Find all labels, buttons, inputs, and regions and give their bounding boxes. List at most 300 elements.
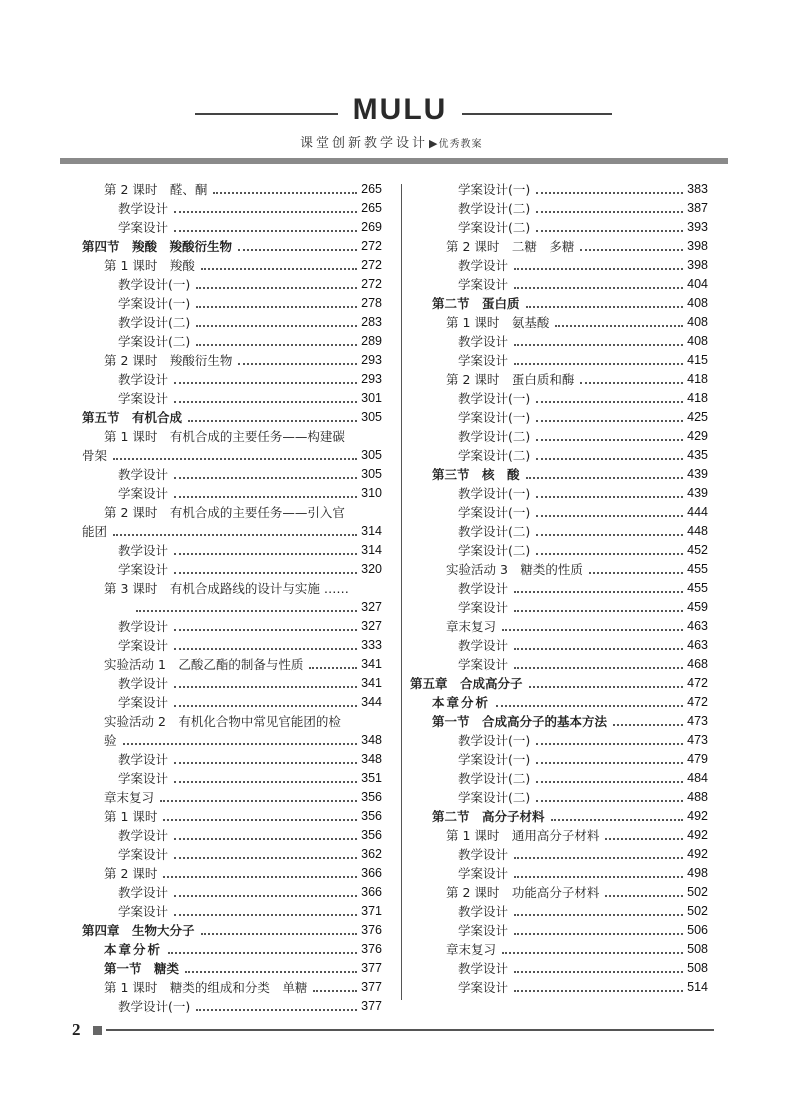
dot-leader (514, 610, 683, 612)
toc-entry-page: 452 (687, 543, 708, 557)
toc-entry-label: 实验活动 3 糖类的性质 (446, 562, 583, 577)
toc-entry[interactable] (410, 465, 708, 484)
dot-leader (174, 705, 357, 707)
toc-entry[interactable] (82, 256, 382, 275)
dot-leader (168, 952, 357, 954)
dot-leader (536, 192, 683, 194)
toc-entry-page: 310 (361, 486, 382, 500)
toc-entry[interactable] (410, 351, 708, 370)
toc-entry-label: 教学设计 (458, 961, 509, 976)
toc-entry-page: 492 (687, 809, 708, 823)
toc-entry-page: 269 (361, 220, 382, 234)
toc-entry-page: 348 (361, 733, 382, 747)
toc-entry[interactable] (410, 940, 708, 959)
toc-entry-page: 398 (687, 239, 708, 253)
toc-entry-label: 学案设计(一) (458, 410, 531, 425)
toc-entry-page: 377 (361, 980, 382, 994)
toc-entry[interactable] (82, 351, 382, 370)
toc-entry[interactable] (82, 332, 382, 351)
toc-entry-page: 341 (361, 657, 382, 671)
toc-entry[interactable] (82, 940, 382, 959)
toc-entry[interactable] (82, 959, 382, 978)
toc-entry-label: 第 2 课时 二糖 多糖 (446, 239, 575, 254)
dot-leader (174, 838, 357, 840)
toc-entry[interactable] (82, 693, 382, 712)
footer-page-number: 2 (72, 1020, 81, 1039)
dot-leader (113, 534, 357, 536)
toc-entry-page: 341 (361, 676, 382, 690)
toc-entry[interactable] (82, 294, 382, 313)
toc-entry-label: 学案设计 (458, 923, 509, 938)
toc-entry-label: 第一节 糖类 (104, 961, 180, 976)
toc-entry[interactable] (82, 731, 382, 750)
toc-entry[interactable] (410, 579, 708, 598)
dot-leader (514, 268, 683, 270)
toc-entry[interactable] (410, 902, 708, 921)
dot-leader (536, 553, 683, 555)
toc-entry-label: 教学设计 (118, 619, 169, 634)
toc-entry-page: 305 (361, 467, 382, 481)
toc-entry-page: 418 (687, 372, 708, 386)
dot-leader (526, 306, 684, 308)
dot-leader (580, 249, 683, 251)
toc-entry-label: 第 1 课时 氨基酸 (446, 315, 550, 330)
dot-leader (238, 249, 357, 251)
toc-entry-label: 学案设计 (118, 486, 169, 501)
dot-leader (174, 382, 357, 384)
toc-entry-label: 章末复习 (104, 790, 155, 805)
toc-entry-label: 学案设计(一) (458, 182, 531, 197)
toc-entry-label: 学案设计 (458, 980, 509, 995)
dot-leader (174, 553, 357, 555)
toc-entry[interactable] (82, 199, 382, 218)
dot-leader (536, 515, 683, 517)
toc-entry-page: 272 (361, 277, 382, 291)
dot-leader (605, 838, 683, 840)
toc-entry-page: 351 (361, 771, 382, 785)
dot-leader (514, 971, 683, 973)
toc-entry-label: 第一节 合成高分子的基本方法 (432, 714, 608, 729)
toc-entry[interactable] (82, 560, 382, 579)
dot-leader (309, 667, 357, 669)
toc-entry[interactable] (410, 807, 708, 826)
toc-entry-page: 502 (687, 885, 708, 899)
dot-leader (536, 743, 683, 745)
toc-entry[interactable] (82, 427, 382, 446)
toc-entry-label: 教学设计 (458, 638, 509, 653)
toc-entry-page: 459 (687, 600, 708, 614)
dot-leader (238, 363, 357, 365)
header-title: MULU (352, 93, 448, 126)
toc-entry[interactable] (82, 275, 382, 294)
toc-entry-page: 333 (361, 638, 382, 652)
toc-entry-label: 学案设计 (118, 638, 169, 653)
dot-leader (502, 952, 683, 954)
toc-entry-label: 第 1 课时 通用高分子材料 (446, 828, 600, 843)
toc-entry-label: 能团 (82, 524, 108, 539)
toc-entry-page: 448 (687, 524, 708, 538)
toc-entry[interactable] (82, 465, 382, 484)
toc-entry[interactable] (410, 674, 708, 693)
toc-entry[interactable] (410, 598, 708, 617)
dot-leader (196, 344, 357, 346)
toc-entry-page: 314 (361, 543, 382, 557)
toc-entry-page: 377 (361, 999, 382, 1013)
toc-entry-label: 教学设计 (458, 847, 509, 862)
toc-entry[interactable] (82, 617, 382, 636)
toc-entry-label: 教学设计(一) (118, 277, 191, 292)
toc-entry-label: 教学设计(一) (458, 486, 531, 501)
toc-entry-page: 408 (687, 296, 708, 310)
dot-leader (201, 268, 357, 270)
toc-entry-label: 第 1 课时 糖类的组成和分类 单糖 (104, 980, 308, 995)
toc-entry[interactable] (410, 750, 708, 769)
toc-entry-page: 393 (687, 220, 708, 234)
toc-entry-label: 学案设计 (118, 695, 169, 710)
toc-entry-page: 371 (361, 904, 382, 918)
toc-entry[interactable] (410, 864, 708, 883)
dot-leader (174, 686, 357, 688)
toc-entry-page: 408 (687, 334, 708, 348)
dot-leader (196, 1009, 357, 1011)
toc-entry[interactable] (410, 541, 708, 560)
toc-entry-page: 387 (687, 201, 708, 215)
toc-entry[interactable] (82, 636, 382, 655)
dot-leader (514, 857, 683, 859)
toc-entry-page: 484 (687, 771, 708, 785)
toc-entry-page: 468 (687, 657, 708, 671)
toc-entry[interactable] (82, 864, 382, 883)
toc-entry[interactable] (410, 921, 708, 940)
toc-entry[interactable] (82, 237, 382, 256)
dot-leader (536, 401, 683, 403)
toc-entry-page: 463 (687, 619, 708, 633)
toc-entry[interactable] (410, 294, 708, 313)
toc-entry-page: 425 (687, 410, 708, 424)
toc-entry[interactable] (410, 788, 708, 807)
dot-leader (514, 914, 683, 916)
toc-entry-label: 学案设计 (118, 771, 169, 786)
toc-entry-page: 435 (687, 448, 708, 462)
toc-entry-page: 455 (687, 562, 708, 576)
toc-entry-page: 418 (687, 391, 708, 405)
toc-entry[interactable] (82, 997, 382, 1016)
toc-entry[interactable] (410, 978, 708, 997)
footer-rule (106, 1029, 714, 1031)
dot-leader (536, 211, 683, 213)
toc-entry-page: 278 (361, 296, 382, 310)
toc-entry-page: 455 (687, 581, 708, 595)
toc-entry-label: 实验活动 2 有机化合物中常见官能团的检 (104, 714, 341, 729)
toc-entry-page: 272 (361, 258, 382, 272)
dot-leader (213, 192, 357, 194)
toc-entry-page: 473 (687, 714, 708, 728)
toc-entry[interactable] (82, 883, 382, 902)
toc-entry-label: 学案设计 (458, 353, 509, 368)
toc-entry[interactable] (410, 256, 708, 275)
toc-entry-label: 教学设计 (118, 372, 169, 387)
dot-leader (174, 496, 357, 498)
dot-leader (188, 420, 357, 422)
dot-leader (580, 382, 683, 384)
toc-entry[interactable] (82, 484, 382, 503)
toc-entry-label: 教学设计(二) (458, 771, 531, 786)
dot-leader (174, 401, 357, 403)
toc-entry[interactable] (410, 826, 708, 845)
dot-leader (514, 287, 683, 289)
toc-entry-page: 492 (687, 847, 708, 861)
toc-entry[interactable] (410, 389, 708, 408)
toc-entry[interactable] (410, 313, 708, 332)
toc-entry[interactable] (82, 503, 382, 522)
toc-entry-page: 320 (361, 562, 382, 576)
header-subtitle (300, 132, 560, 151)
toc-entry-page: 472 (687, 676, 708, 690)
toc-entry[interactable] (82, 598, 382, 617)
toc-entry-label: 第 2 课时 功能高分子材料 (446, 885, 600, 900)
toc-entry-page: 366 (361, 885, 382, 899)
toc-entry[interactable] (82, 541, 382, 560)
toc-entry-page: 439 (687, 486, 708, 500)
subtitle-small: 优秀教案 (438, 139, 483, 150)
toc-entry-label: 第三节 核 酸 (432, 467, 520, 482)
toc-entry-label: 学案设计(二) (118, 334, 191, 349)
dot-leader (174, 230, 357, 232)
toc-entry-label: 第二节 蛋白质 (432, 296, 520, 311)
toc-entry-page: 272 (361, 239, 382, 253)
toc-entry-label: 第 2 课时 羧酸衍生物 (104, 353, 233, 368)
toc-entry[interactable] (82, 788, 382, 807)
toc-entry[interactable] (410, 522, 708, 541)
toc-entry-page: 508 (687, 961, 708, 975)
dot-leader (174, 648, 357, 650)
toc-entry[interactable] (410, 959, 708, 978)
toc-entry[interactable] (82, 807, 382, 826)
toc-entry[interactable] (410, 370, 708, 389)
toc-entry-label: 教学设计(二) (458, 429, 531, 444)
toc-entry[interactable] (82, 769, 382, 788)
toc-entry-page: 314 (361, 524, 382, 538)
dot-leader (196, 325, 357, 327)
toc-entry-label: 学案设计 (118, 220, 169, 235)
toc-entry[interactable] (410, 199, 708, 218)
toc-entry-page: 498 (687, 866, 708, 880)
toc-entry[interactable] (82, 750, 382, 769)
toc-entry[interactable] (410, 712, 708, 731)
toc-entry-label: 教学设计 (458, 258, 509, 273)
toc-entry-label: 第 1 课时 有机合成的主要任务——构建碳 (104, 429, 345, 444)
dot-leader (174, 572, 357, 574)
dot-leader (113, 458, 357, 460)
toc-entry-label: 学案设计(二) (458, 448, 531, 463)
toc-entry-label: 第 3 课时 有机合成路线的设计与实施 …… (104, 581, 349, 596)
toc-entry-page: 514 (687, 980, 708, 994)
dot-leader (536, 420, 683, 422)
toc-entry-page: 356 (361, 809, 382, 823)
toc-entry[interactable] (410, 332, 708, 351)
toc-entry-page: 376 (361, 923, 382, 937)
toc-entry-label: 学案设计 (118, 847, 169, 862)
toc-entry-page: 366 (361, 866, 382, 880)
dot-leader (536, 458, 683, 460)
toc-entry[interactable] (410, 560, 708, 579)
toc-entry[interactable] (82, 313, 382, 332)
toc-entry-page: 472 (687, 695, 708, 709)
toc-entry-label: 教学设计 (458, 904, 509, 919)
toc-entry-label: 教学设计 (118, 828, 169, 843)
toc-entry[interactable] (82, 180, 382, 199)
toc-entry-label: 学案设计 (458, 277, 509, 292)
dot-leader (605, 895, 683, 897)
dot-leader (536, 800, 683, 802)
toc-entry-label: 第 2 课时 (104, 866, 158, 881)
toc-entry-page: 479 (687, 752, 708, 766)
toc-entry-page: 265 (361, 182, 382, 196)
toc-entry[interactable] (410, 446, 708, 465)
toc-entry[interactable] (82, 674, 382, 693)
toc-entry[interactable] (410, 408, 708, 427)
toc-entry[interactable] (410, 769, 708, 788)
toc-entry-page: 492 (687, 828, 708, 842)
toc-entry[interactable] (82, 522, 382, 541)
toc-entry-label: 第二节 高分子材料 (432, 809, 545, 824)
toc-entry-label: 教学设计 (118, 543, 169, 558)
dot-leader (174, 914, 357, 916)
toc-entry[interactable] (410, 237, 708, 256)
toc-entry[interactable] (82, 218, 382, 237)
header-rule-right (462, 113, 612, 115)
toc-entry-page: 404 (687, 277, 708, 291)
toc-entry-label: 章末复习 (446, 619, 497, 634)
column-divider (401, 184, 402, 1000)
toc-entry-label: 第四节 羧酸 羧酸衍生物 (82, 239, 233, 254)
dot-leader (201, 933, 358, 935)
toc-entry[interactable] (410, 427, 708, 446)
toc-entry[interactable] (410, 883, 708, 902)
dot-leader (514, 344, 683, 346)
toc-entry-page: 327 (361, 619, 382, 633)
toc-entry[interactable] (410, 845, 708, 864)
toc-entry[interactable] (410, 275, 708, 294)
toc-right-column (410, 180, 708, 997)
dot-leader (163, 819, 357, 821)
toc-entry-page: 348 (361, 752, 382, 766)
dot-leader (555, 325, 683, 327)
dot-leader (174, 762, 357, 764)
dot-leader (174, 895, 357, 897)
dot-leader (174, 629, 357, 631)
toc-entry-page: 305 (361, 448, 382, 462)
toc-entry-page: 265 (361, 201, 382, 215)
toc-entry-page: 444 (687, 505, 708, 519)
toc-entry-label: 学案设计(一) (458, 505, 531, 520)
toc-entry[interactable] (82, 921, 382, 940)
toc-entry-label: 学案设计 (458, 866, 509, 881)
toc-entry-label: 第 2 课时 蛋白质和酶 (446, 372, 575, 387)
toc-entry-label: 第 2 课时 醛、酮 (104, 182, 208, 197)
toc-entry-page: 506 (687, 923, 708, 937)
dot-leader (136, 610, 357, 612)
dot-leader (174, 211, 357, 213)
toc-entry[interactable] (82, 389, 382, 408)
toc-entry[interactable] (82, 826, 382, 845)
header-gray-bar (60, 158, 728, 164)
dot-leader (196, 306, 357, 308)
toc-entry-label: 教学设计 (458, 334, 509, 349)
dot-leader (589, 572, 683, 574)
toc-entry-label: 教学设计 (118, 201, 169, 216)
toc-entry-page: 463 (687, 638, 708, 652)
toc-left-column (82, 180, 382, 1016)
dot-leader (536, 439, 683, 441)
toc-entry-label: 学案设计 (458, 657, 509, 672)
toc-entry-label: 验 (104, 733, 117, 748)
dot-leader (529, 686, 684, 688)
toc-entry[interactable] (410, 636, 708, 655)
toc-entry-page: 488 (687, 790, 708, 804)
toc-entry[interactable] (410, 484, 708, 503)
toc-entry-label: 骨架 (82, 448, 108, 463)
header-rule-left (195, 113, 338, 115)
dot-leader (536, 762, 683, 764)
toc-entry[interactable] (82, 845, 382, 864)
toc-entry[interactable] (410, 180, 708, 199)
toc-entry[interactable] (410, 731, 708, 750)
toc-entry-page: 356 (361, 828, 382, 842)
toc-entry-page: 383 (687, 182, 708, 196)
toc-entry-label: 学案设计 (118, 562, 169, 577)
toc-entry-label: 教学设计(一) (458, 733, 531, 748)
toc-entry-label: 第四章 生物大分子 (82, 923, 195, 938)
toc-entry[interactable] (82, 408, 382, 427)
toc-entry-label: 学案设计 (118, 391, 169, 406)
toc-entry-label: 教学设计(二) (458, 524, 531, 539)
toc-entry[interactable] (82, 655, 382, 674)
toc-entry-page: 508 (687, 942, 708, 956)
toc-entry[interactable] (82, 370, 382, 389)
toc-entry-page: 377 (361, 961, 382, 975)
dot-leader (174, 477, 357, 479)
dot-leader (536, 534, 683, 536)
toc-entry[interactable] (82, 978, 382, 997)
toc-entry-label: 第五节 有机合成 (82, 410, 183, 425)
dot-leader (536, 230, 683, 232)
toc-entry[interactable] (410, 655, 708, 674)
toc-entry-label: 学案设计(二) (458, 220, 531, 235)
toc-entry[interactable] (410, 503, 708, 522)
toc-entry[interactable] (82, 446, 382, 465)
dot-leader (514, 648, 683, 650)
toc-entry[interactable] (410, 693, 708, 712)
toc-entry-label: 教学设计 (118, 752, 169, 767)
toc-entry[interactable] (82, 712, 382, 731)
footer-square (93, 1026, 102, 1035)
toc-entry[interactable] (82, 902, 382, 921)
dot-leader (514, 990, 683, 992)
toc-entry-page: 398 (687, 258, 708, 272)
toc-entry[interactable] (82, 579, 382, 598)
toc-entry-label: 教学设计(二) (118, 315, 191, 330)
dot-leader (160, 800, 357, 802)
dot-leader (526, 477, 684, 479)
toc-entry-label: 本章分析 (432, 695, 491, 710)
toc-entry[interactable] (410, 617, 708, 636)
toc-entry-label: 学案设计(一) (458, 752, 531, 767)
toc-entry-label: 教学设计(二) (458, 201, 531, 216)
toc-entry-page: 293 (361, 372, 382, 386)
toc-entry-label: 教学设计 (118, 885, 169, 900)
toc-entry[interactable] (410, 218, 708, 237)
